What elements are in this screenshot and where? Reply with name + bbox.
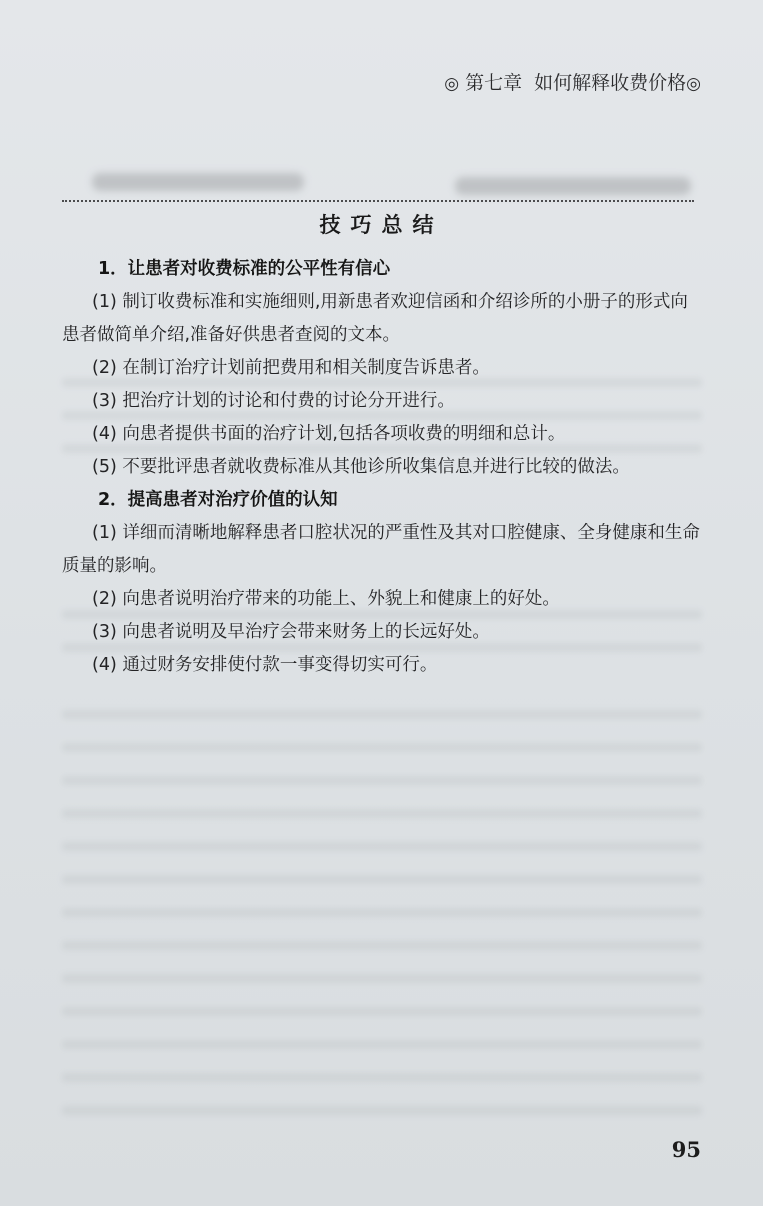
section-heading: 2．提高患者对治疗价值的认知 xyxy=(98,490,338,510)
summary-content xyxy=(62,253,702,682)
list-item: (3) 向患者说明及早治疗会带来财务上的长远好处。 xyxy=(92,622,490,642)
circle-mark-icon: ◎ xyxy=(686,74,701,94)
list-item: (1) 制订收费标准和实施细则,用新患者欢迎信函和介绍诊所的小册子的形式向患者做简单介绍,准备好供患者查阅的文本。 xyxy=(62,292,688,345)
chapter-label: 第七章 xyxy=(465,72,523,94)
section-heading: 1．让患者对收费标准的公平性有信心 xyxy=(98,259,391,279)
list-item: (5) 不要批评患者就收费标准从其他诊所收集信息并进行比较的做法。 xyxy=(92,457,630,477)
list-item: (4) 通过财务安排使付款一事变得切实可行。 xyxy=(92,655,438,675)
list-item: (2) 在制订治疗计划前把费用和相关制度告诉患者。 xyxy=(92,358,490,378)
page-number: 95 xyxy=(671,1137,701,1162)
dotted-divider xyxy=(62,200,694,202)
list-item: (4) 向患者提供书面的治疗计划,包括各项收费的明细和总计。 xyxy=(92,424,566,444)
list-item: (2) 向患者说明治疗带来的功能上、外貌上和健康上的好处。 xyxy=(92,589,560,609)
circle-mark-icon: ◎ xyxy=(444,74,460,94)
faded-decoration-left xyxy=(92,173,304,191)
faded-decoration-right xyxy=(455,177,691,195)
running-header xyxy=(444,68,701,95)
section-title: 技巧总结 xyxy=(319,213,444,237)
list-item: (3) 把治疗计划的讨论和付费的讨论分开进行。 xyxy=(92,391,455,411)
list-item: (1) 详细而清晰地解释患者口腔状况的严重性及其对口腔健康、全身健康和生命质量的影响。 xyxy=(62,523,700,576)
chapter-title: 如何解释收费价格 xyxy=(534,72,687,94)
